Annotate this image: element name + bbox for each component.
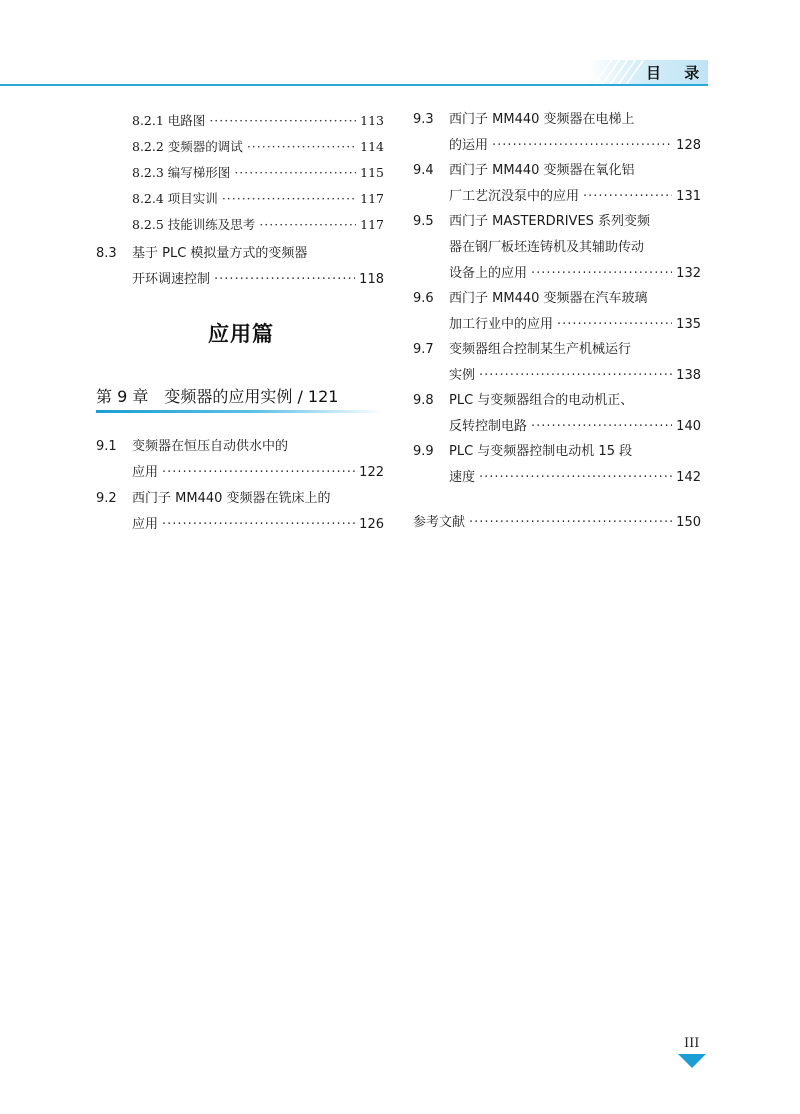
section-title: 应用篇 xyxy=(208,322,274,346)
toc-entry-9-6-number: 9.6 xyxy=(413,291,434,306)
leader-dots xyxy=(479,366,672,386)
toc-entry-8-2-1[interactable]: 8.2.1 电路图 ····· 113 xyxy=(132,111,384,131)
leader-dots xyxy=(469,513,672,533)
toc-entry-9-4-number: 9.4 xyxy=(413,163,434,178)
toc-entry-9-7[interactable]: 实例 ····· 138 xyxy=(449,366,701,386)
toc-entry-9-9-number: 9.9 xyxy=(413,444,434,459)
toc-entry-9-8-number: 9.8 xyxy=(413,393,434,408)
toc-entry-9-2-number: 9.2 xyxy=(96,491,117,506)
toc-entry-9-7-number: 9.7 xyxy=(413,342,434,357)
toc-entry-9-1-number: 9.1 xyxy=(96,439,117,454)
toc-entry-8-3-line1[interactable]: 基于 PLC 模拟量方式的变频器 xyxy=(132,246,308,261)
leader-dots xyxy=(222,189,356,209)
toc-entry-9-8[interactable]: 反转控制电路 ····· 140 xyxy=(449,417,701,437)
leader-dots xyxy=(492,136,672,156)
toc-entry-9-5-line2[interactable]: 器在钢厂板坯连铸机及其辅助传动 xyxy=(449,240,645,255)
toc-entry-9-3-number: 9.3 xyxy=(413,112,434,127)
chapter-underline xyxy=(96,410,384,413)
leader-dots xyxy=(162,463,355,483)
toc-entry-9-7-line1[interactable]: 变频器组合控制某生产机械运行 xyxy=(449,342,632,357)
leader-dots xyxy=(557,315,672,335)
leader-dots xyxy=(259,215,356,235)
toc-entry-9-5[interactable]: 设备上的应用 ····· 132 xyxy=(449,264,701,284)
leader-dots xyxy=(531,417,672,437)
toc-entry-8-2-4[interactable]: 8.2.4 项目实训 ····· 117 xyxy=(132,189,384,209)
page-number: III xyxy=(684,1036,700,1051)
leader-dots xyxy=(479,468,672,488)
toc-entry-9-9[interactable]: 速度 ····· 142 xyxy=(449,468,701,488)
toc-entry-9-8-line1[interactable]: PLC 与变频器组合的电动机正、 xyxy=(449,393,634,408)
toc-entry-8-2-5[interactable]: 8.2.5 技能训练及思考 ····· 117 xyxy=(132,215,384,235)
toc-entry-9-3[interactable]: 的运用 ····· 128 xyxy=(449,136,701,156)
leader-dots xyxy=(214,270,355,290)
toc-entry-9-5-line1[interactable]: 西门子 MASTERDRIVES 系列变频 xyxy=(449,214,651,229)
toc-entry-9-2-line1[interactable]: 西门子 MM440 变频器在铣床上的 xyxy=(132,491,331,506)
toc-entry-9-5-number: 9.5 xyxy=(413,214,434,229)
toc-entry-9-2[interactable]: 应用 ····· 126 xyxy=(132,515,384,535)
leader-dots xyxy=(162,515,355,535)
header-rule xyxy=(0,84,708,86)
toc-entry-9-6-line1[interactable]: 西门子 MM440 变频器在汽车玻璃 xyxy=(449,291,648,306)
toc-entry-8-2-3[interactable]: 8.2.3 编写梯形图 ····· 115 xyxy=(132,163,384,183)
toc-entry-9-3-line1[interactable]: 西门子 MM440 变频器在电梯上 xyxy=(449,112,635,127)
leader-dots xyxy=(247,137,356,157)
toc-entry-9-9-line1[interactable]: PLC 与变频器控制电动机 15 段 xyxy=(449,444,633,459)
toc-entry-8-3-number: 8.3 xyxy=(96,246,117,261)
toc-entry-9-1-line1[interactable]: 变频器在恒压自动供水中的 xyxy=(132,439,289,454)
leader-dots xyxy=(234,163,356,183)
leader-dots xyxy=(531,264,672,284)
toc-entry-9-1[interactable]: 应用 ····· 122 xyxy=(132,463,384,483)
leader-dots xyxy=(583,187,672,207)
leader-dots xyxy=(209,111,356,131)
page-marker-triangle-icon xyxy=(678,1054,706,1068)
chapter-title[interactable]: 第 9 章 变频器的应用实例 / 121 xyxy=(96,387,339,406)
header-title: 目 录 xyxy=(646,64,709,82)
toc-entry-9-4-line1[interactable]: 西门子 MM440 变频器在氧化铝 xyxy=(449,163,635,178)
toc-entry-9-4[interactable]: 厂工艺沉没泵中的应用 ····· 131 xyxy=(449,187,701,207)
toc-entry-8-2-2[interactable]: 8.2.2 变频器的调试 ····· 114 xyxy=(132,137,384,157)
toc-entry-references[interactable]: 参考文献 ····· 150 xyxy=(413,513,701,533)
toc-entry-8-3[interactable]: 开环调速控制 ····· 118 xyxy=(132,270,384,290)
toc-entry-9-6[interactable]: 加工行业中的应用 ····· 135 xyxy=(449,315,701,335)
